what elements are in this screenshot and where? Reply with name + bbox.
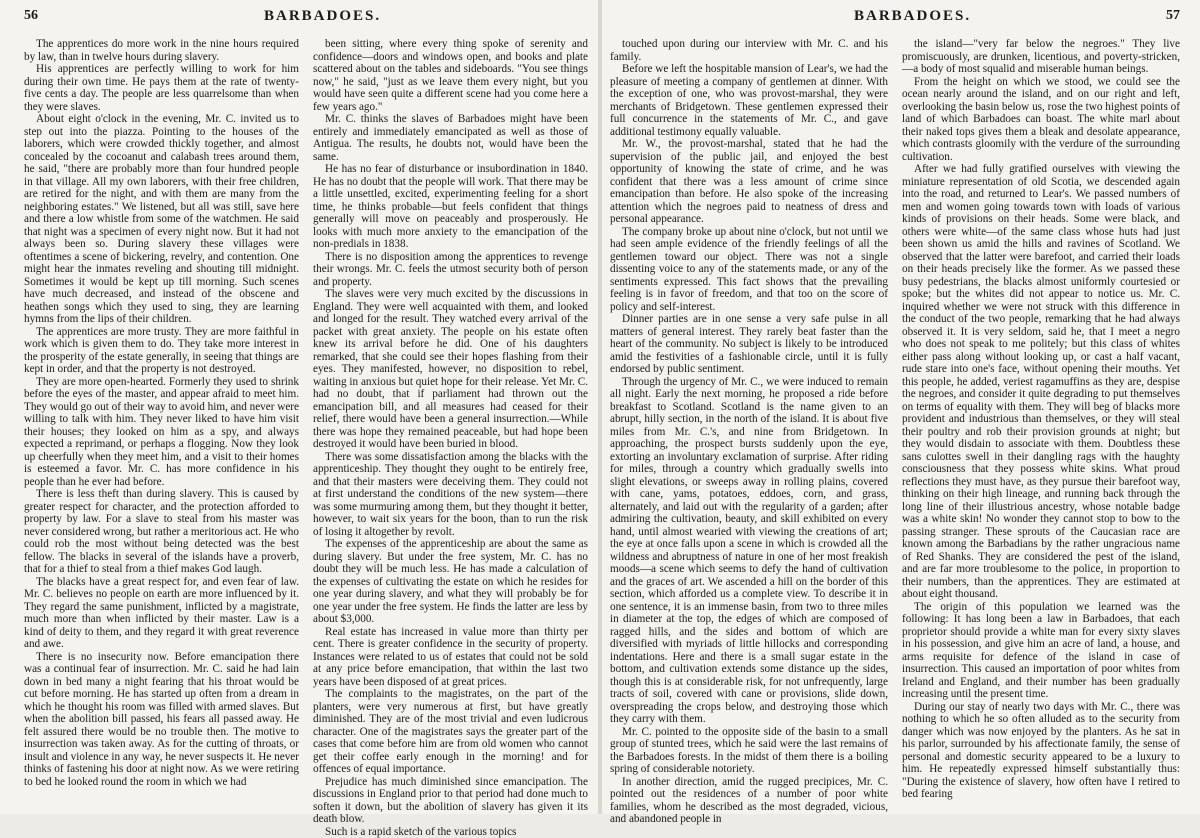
paragraph: The blacks have a great respect for, and even fear of law. Mr. C. believes no people on earth are more influenced by it. They regard the same punishment, inflicted by a magistrate, much more than when inflicted by their master. Law is a kind of deity to them, and they regard it with great reverence and awe. bbox=[24, 576, 299, 651]
paragraph: Dinner parties are in one sense a very safe pulse in all matters of general interest. They rarely beat faster than the heart of the community. No subject is likely to be introduced amid the festivities of a fashionable circle, until it is fully endorsed by public sentiment. bbox=[610, 313, 888, 376]
left-column-2 bbox=[313, 38, 588, 810]
paragraph: touched upon during our interview with Mr. C. and his family. bbox=[610, 38, 888, 63]
left-column-1 bbox=[24, 38, 299, 810]
paragraph: From the height on which we stood, we could see the ocean nearly around the island, and on our right and left, overlooking the basin below us, rose the two highest points of land of which Barbadoes can boast. The white marl about their naked tops gives them a bleak and desolate appearance, which contrasts gloomily with the verdure of the surrounding cultivation. bbox=[902, 76, 1180, 164]
paragraph: The complaints to the magistrates, on the part of the planters, were very numerous at first, but have greatly diminished. They are of the most trivial and even ludicrous character. One of the magistrates says the greater part of the cases that come before him are from old women who cannot get their coffee early enough in the morning! and for offences of equal importance. bbox=[313, 688, 588, 776]
paragraph: The apprentices are more trusty. They are more faithful in work which is given them to do. They take more interest in the prosperity of the estate generally, in seeing that things are kept in order, and that the property is not destroyed. bbox=[24, 326, 299, 376]
paragraph: There was some dissatisfaction among the blacks with the apprenticeship. They thought they ought to be entirely free, and that their masters were deceiving them. They could not at first understand the conditions of the new system—there was some murmuring among them, but they thought it better, however, to wait six years for the boon, than to run the risk of losing it altogether by revolt. bbox=[313, 451, 588, 539]
paragraph: Such is a rapid sketch of the various topics bbox=[313, 826, 588, 838]
paragraph: There is no disposition among the apprentices to revenge their wrongs. Mr. C. feels the utmost security both of person and property. bbox=[313, 251, 588, 289]
paragraph: Before we left the hospitable mansion of Lear's, we had the pleasure of meeting a company of gentlemen at dinner. With the exception of one, who was provost-marshal, they were merchants of Bridgetown. These gentlemen expressed their full concurrence in the statements of Mr. C., and gave additional testimony equally valuable. bbox=[610, 63, 888, 138]
paragraph: Mr. C. pointed to the opposite side of the basin to a small group of stunted trees, which he said were the last remains of the Barbadoes forests. In the midst of them there is a boiling spring of considerable notoriety. bbox=[610, 726, 888, 776]
paragraph: After we had fully gratified ourselves with viewing the miniature representation of old Scotia, we descended again into the road, and returned to Lear's. We passed numbers of men and women going towards town with loads of various kinds of provisions on their heads. Some were black, and others were white—of the same class whose huts had just been shown us amid the hills and ravines of Scotland. We observed that the latter were barefoot, and carried their loads on their heads precisely like the former. As we passed these busy pedestrians, the blacks almost uniformly courtesied or spoke; but the whites did not appear to notice us. Mr. C. inquired whether we were not struck with this difference in the conduct of the two people, remarking that he had always observed it. It is very seldom, said he, that I meet a negro who does not speak to me politely; but this class of whites either pass along without looking up, or cast a half vacant, rude stare into one's face, without opening their mouths. Yet this people, he added, veriest ragamuffins as they are, despise the negroes, and consider it quite degrading to put themselves on terms of equality with them. They will beg of blacks more provident and industrious than themselves, or they will steal their poultry and rob their provision grounds at night; but they would disdain to associate with them. Doubtless these sans culottes swell in their dangling rags with the haughty consciousness that they possess white skins. What proud reflections they must have, as they pursue their barefoot way, thinking on their high lineage, and running back through the long line of their illustrious ancestry, whose notable badge was a white skin! No wonder they cannot stop to bow to the passing stranger. These sprouts of the Caucasian race are known among the Barbadians by the rather ungracious name of Red Shanks. They are considered the pest of the island, and are far more troublesome to the police, in proportion to their numbers, than the apprentices. They are estimated at about eight thousand. bbox=[902, 163, 1180, 601]
paragraph: The company broke up about nine o'clock, but not until we had seen ample evidence of the friendly feelings of all the gentlemen toward our object. There was not a single dissenting voice to any of the statements made, or any of the sentiments expressed. This fact shows that the prevailing feeling is in favor of freedom, and that too on the score of policy and self-interest. bbox=[610, 226, 888, 314]
paragraph: Mr. C. thinks the slaves of Barbadoes might have been entirely and immediately emancipated as well as those of Antigua. The results, he doubts not, would have been the same. bbox=[313, 113, 588, 163]
paragraph: There is no insecurity now. Before emancipation there was a continual fear of insurrection. Mr. C. said he had lain down in bed many a night fearing that his throat would be cut before morning. He has started up often from a dream in which he thought his room was filled with armed slaves. But when the abolition bill passed, his fears all passed away. He felt assured there would be no trouble then. The motive to insurrection was taken away. As for the cutting of throats, or insult and violence in any way, he never suspects it. He never thinks of fastening his door at night now. As we were retiring to bed he looked round the room in which we had bbox=[24, 651, 299, 789]
paragraph: Through the urgency of Mr. C., we were induced to remain all night. Early the next morning, he proposed a ride before breakfast to Scotland. Scotland is the name given to an abrupt, hilly section, in the north of the island. It is about five miles from Mr. C.'s, and nine from Bridgetown. In approaching, the prospect bursts suddenly upon the eye, extorting an involuntary exclamation of surprise. After riding for miles, through a country which gradually swells into slight elevations, or sweeps away in rolling plains, covered with cane, yams, potatoes, eddoes, corn, and grass, alternately, and laid out with the regularity of a garden; after admiring the cultivation, beauty, and skill exhibited on every hand, until almost wearied with viewing the creations of art; the eye at once falls upon a scene in which is crowded all the wildness and abruptness of nature in one of her most freakish moods—a scene which seems to defy the hand of cultivation and the graces of art. We ascended a hill on the border of this section, which afforded us a complete view. To describe it in one sentence, it is an immense basin, from two to three miles in diameter at the top, the edges of which are composed of ragged hills, and the sides and bottom of which are diversified with myriads of little hillocks and corresponding indentations. Here and there is a small sugar estate in the bottom, and cultivation extends some distance up the sides, though this is at considerable risk, for not unfrequently, large tracts of soil, covered with cane or provisions, slide down, overspreading the crops below, and destroying those which they carry with them. bbox=[610, 376, 888, 726]
left-running-head bbox=[24, 8, 584, 30]
paragraph: Real estate has increased in value more than thirty per cent. There is greater confidence in the security of property. Instances were related to us of estates that could not be sold at any price before emancipation, that within the last two years have been disposed of at great prices. bbox=[313, 626, 588, 689]
paragraph: In another direction, amid the rugged precipices, Mr. C. pointed out the residences of a number of poor white families, whom he described as the most degraded, vicious, and abandoned people in bbox=[610, 776, 888, 826]
right-page-number: 57 bbox=[1166, 8, 1180, 24]
paragraph: His apprentices are perfectly willing to work for him during their own time. He pays them at the rate of twenty-five cents a day. The people are less quarrelsome than when they were slaves. bbox=[24, 63, 299, 113]
right-running-head bbox=[614, 8, 1180, 30]
paragraph: been sitting, where every thing spoke of serenity and confidence—doors and windows open, and books and plate scattered about on the tables and sideboards. "You see things now," he said, "just as we leave them every night, but you would have seen quite a different scene had you come here a few years ago." bbox=[313, 38, 588, 113]
paragraph: During our stay of nearly two days with Mr. C., there was nothing to which he so often alluded as to the security from danger which was now enjoyed by the planters. As he sat in his parlor, surrounded by his affectionate family, the sense of personal and domestic security appeared to be a luxury to him. He repeatedly expressed himself substantially thus: "During the existence of slavery, how often have I retired to bed fearing bbox=[902, 701, 1180, 801]
paragraph: Prejudice has much diminished since emancipation. The discussions in England prior to that period had done much to soften it down, but the abolition of slavery has given it its death blow. bbox=[313, 776, 588, 826]
paragraph: The origin of this population we learned was the following: It has long been a law in Barbadoes, that each proprietor should provide a white man for every sixty slaves in his possession, and give him an acre of land, a house, and arms requisite for defence of the island in case of insurrection. This caused an importation of poor whites from Ireland and England, and their number has been gradually increasing until the present time. bbox=[902, 601, 1180, 701]
paragraph: They are more open-hearted. Formerly they used to shrink before the eyes of the master, and appear afraid to meet him. They would go out of their way to avoid him, and never were willing to talk with him. They never liked to have him visit their houses; they looked on him as a spy, and always expected a reprimand, or perhaps a flogging. Now they look up cheerfully when they meet him, and a visit to their homes is esteemed a favor. Mr. C. has more confidence in his people than he ever had before. bbox=[24, 376, 299, 489]
paragraph: About eight o'clock in the evening, Mr. C. invited us to step out into the piazza. Pointing to the houses of the laborers, which were crowded thickly together, and almost concealed by the cocoanut and calabash trees around them, he said, "there are probably more than four hundred people in that village. All my own laborers, with their free children, are retired for the night, and with them are many from the neighboring estates." We listened, but all was still, save here and there a low whistle from some of the watchmen. He said that night was a specimen of every night now. But it had not always been so. During slavery these villages were oftentimes a scene of bickering, revelry, and contention. One might hear the inmates reveling and shouting till midnight. Sometimes it would be kept up till morning. Such scenes have much decreased, and instead of the obscene and heathen songs which they used to sing, they are learning hymns from the lips of their children. bbox=[24, 113, 299, 326]
paragraph: the island—"very far below the negroes." They live promiscuously, are drunken, licentious, and poverty-stricken,—a body of most squalid and miserable human beings. bbox=[902, 38, 1180, 76]
paragraph: Mr. W., the provost-marshal, stated that he had the supervision of the public jail, and enjoyed the best opportunity of knowing the state of crime, and he was confident that there was a less amount of crime since emancipation than before. He also spoke of the increasing attention which the negroes paid to neatness of dress and personal appearance. bbox=[610, 138, 888, 226]
left-page-number: 56 bbox=[24, 8, 38, 24]
right-column-2 bbox=[902, 38, 1180, 810]
paragraph: The slaves were very much excited by the discussions in England. They were well acquainted with them, and looked and longed for the result. They watched every arrival of the packet with great anxiety. The people on his estate often knew its arrival before he did. One of his daughters remarked, that she could see their hopes flashing from their eyes. They manifested, however, no disposition to rebel, waiting in anxious but quiet hope for their release. Yet Mr. C. had no doubt, that if parliament had thrown out the emancipation bill, and all measures had ceased for their relief, there would have been a general insurrection.—While there was hope they remained peaceable, but had hope been destroyed it would have been buried in blood. bbox=[313, 288, 588, 451]
right-column-1 bbox=[610, 38, 888, 810]
paragraph: The expenses of the apprenticeship are about the same as during slavery. But under the free system, Mr. C. has no doubt they will be much less. He has made a calculation of the expenses of cultivating the estate on which he resides for one year during slavery, and what they will probably be for one year under the free system. He finds the latter are less by about $3,000. bbox=[313, 538, 588, 626]
left-page-title: BARBADOES. bbox=[264, 8, 381, 25]
paragraph: The apprentices do more work in the nine hours required by law, than in twelve hours during slavery. bbox=[24, 38, 299, 63]
left-page bbox=[0, 0, 598, 814]
paragraph: He has no fear of disturbance or insubordination in 1840. He has no doubt that the people will work. That there may be a little unsettled, excited, experimenting feeling for a short time, he thinks probable—but feels confident that things generally will move on peaceably and prosperously. He looks with much more anxiety to the emancipation of the non-predials in 1838. bbox=[313, 163, 588, 251]
right-page-title: BARBADOES. bbox=[854, 8, 971, 25]
right-page bbox=[602, 0, 1200, 814]
paragraph: There is less theft than during slavery. This is caused by greater respect for character, and the protection afforded to property by law. For a slave to steal from his master was never considered wrong, but rather a meritorious act. He who could rob the most without being detected was the best fellow. The blacks in several of the islands have a proverb, that for a thief to steal from a thief makes God laugh. bbox=[24, 488, 299, 576]
